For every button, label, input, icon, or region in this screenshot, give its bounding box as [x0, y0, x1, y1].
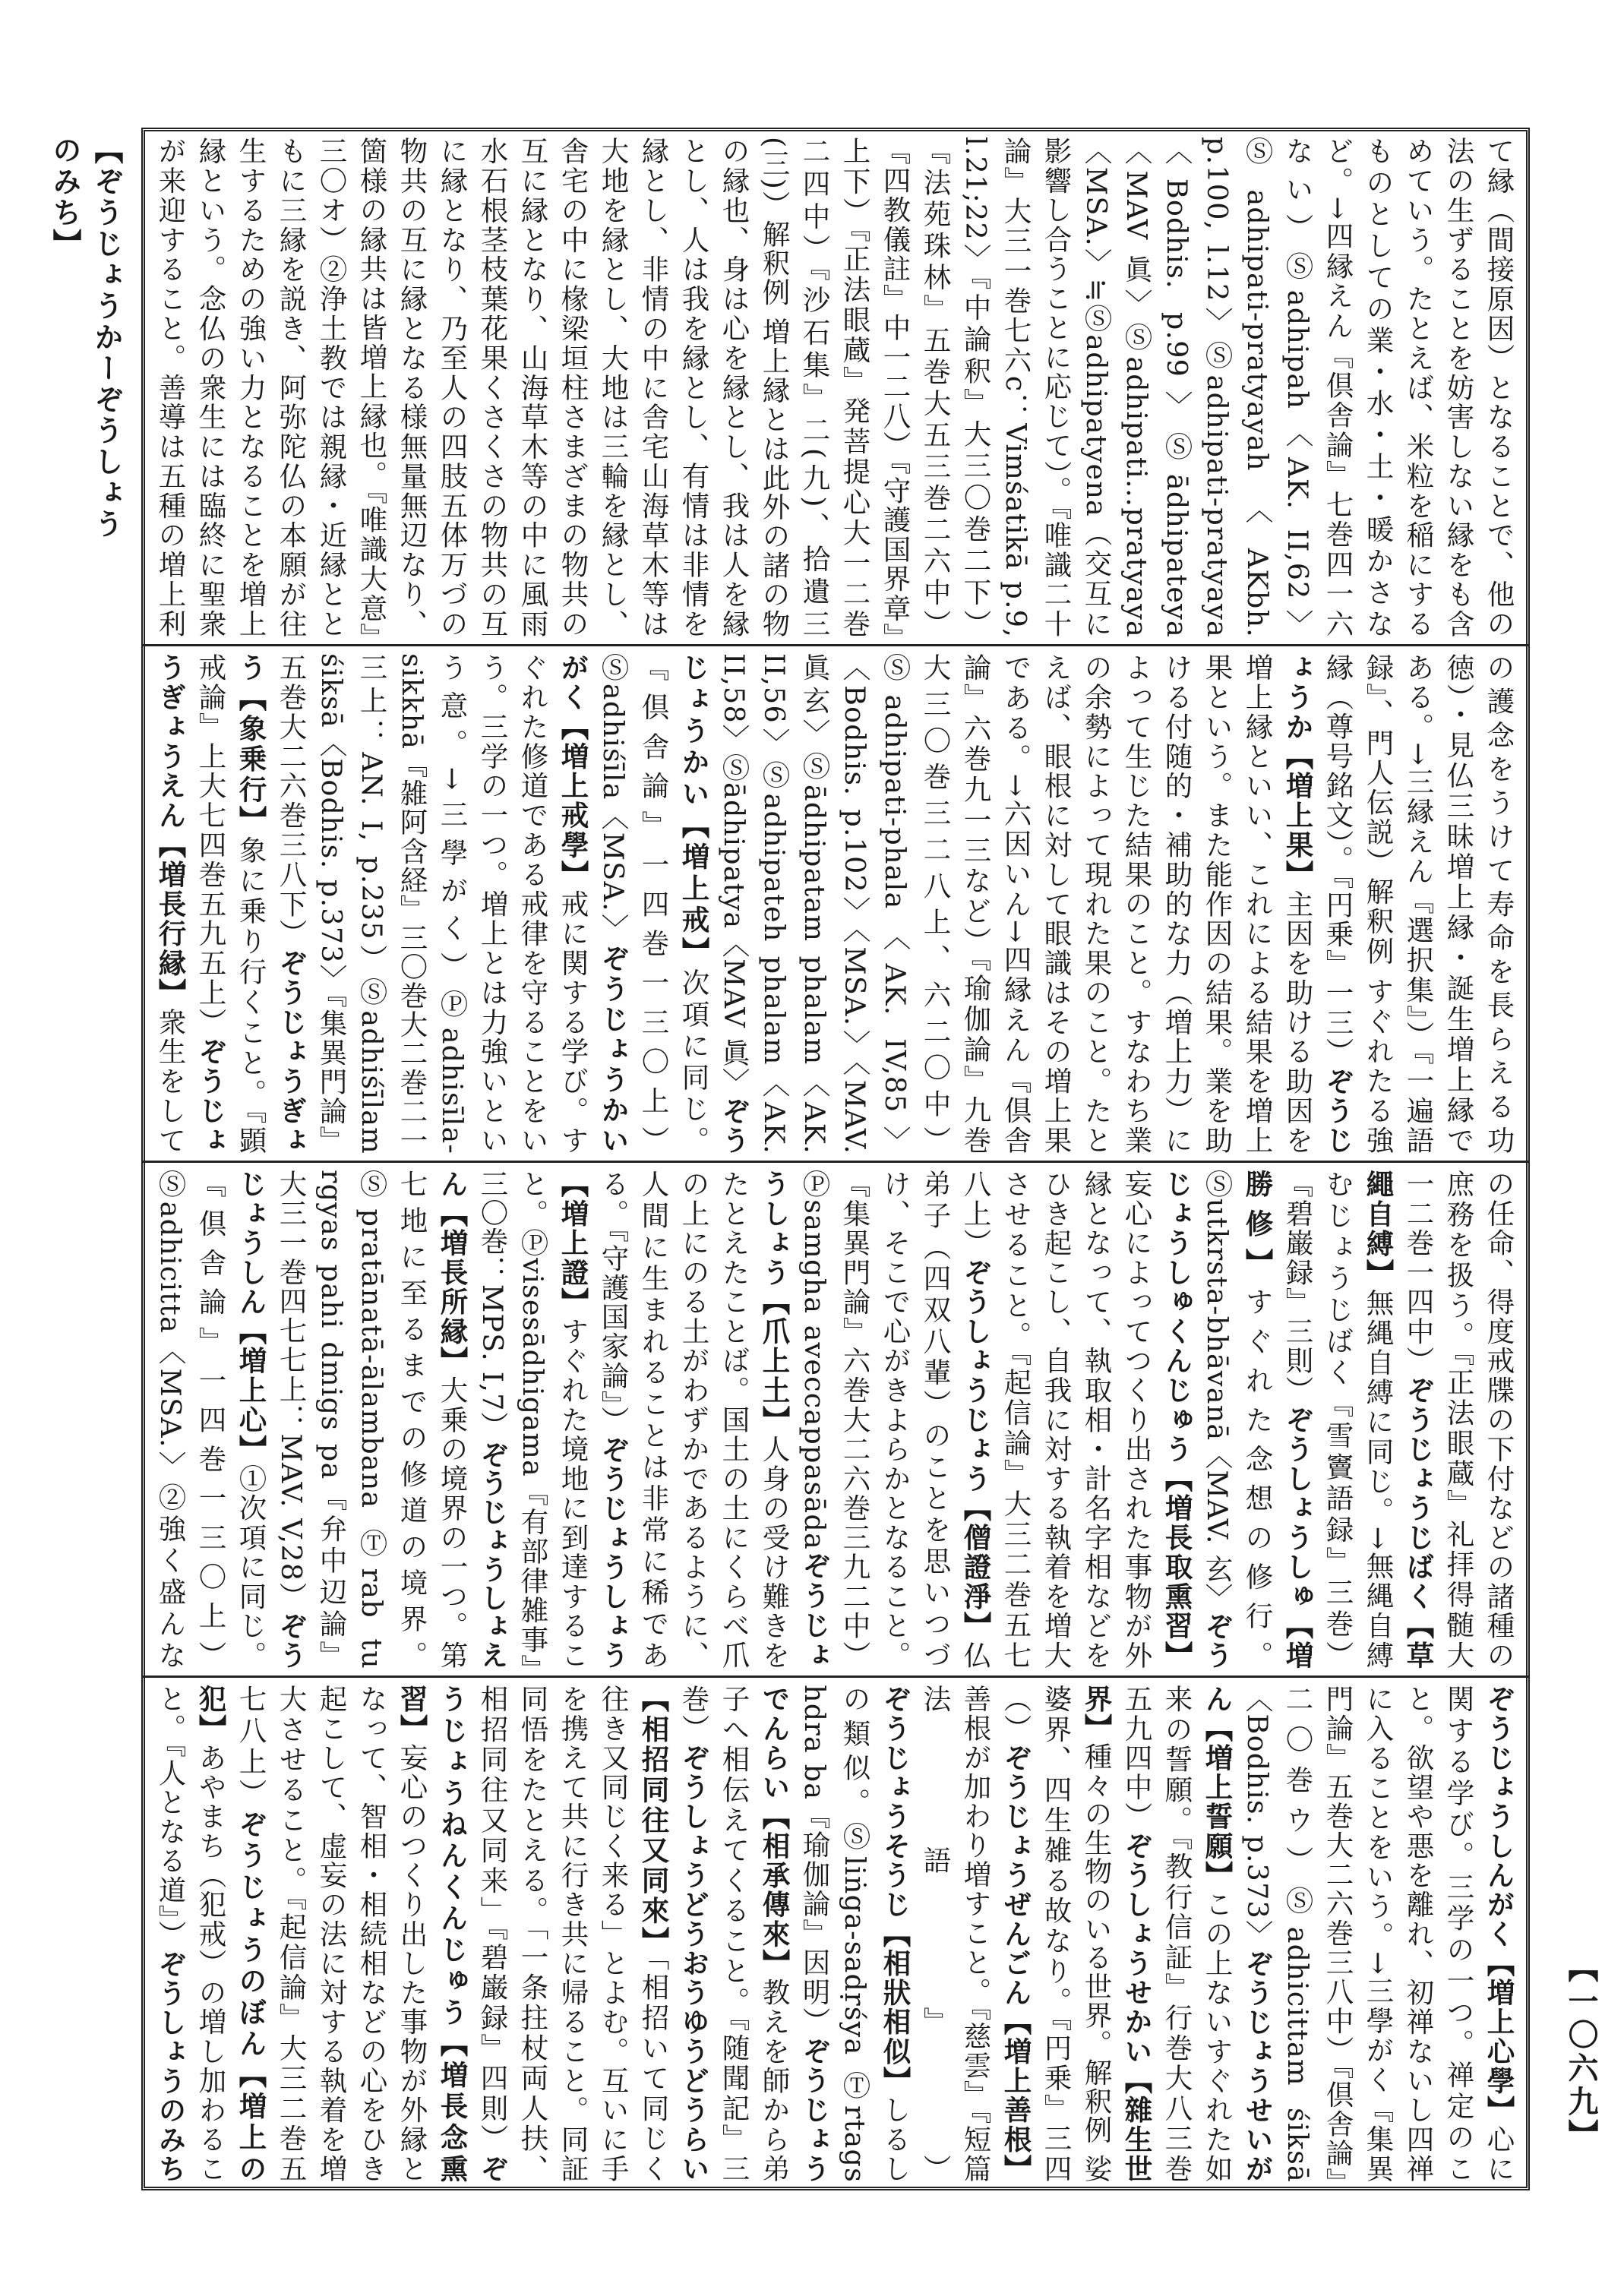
tier-divider: [141, 1675, 1530, 1678]
running-head: 【ぞうじょうかーぞうしょうのみち】: [48, 135, 124, 540]
entry-body: 仏弟子（四双八輩）のことを思いつづけ、そこで心がきよらかとなること。『集異門論』六巻大二六巻三九二中）Ⓟsamgha aveccappasāda: [798, 1170, 992, 1669]
entry-headword: ぞうじょうぜんごん【増上善根】: [1000, 1743, 1032, 2183]
tier-4: [152, 1685, 1519, 2183]
entry-headword: ぞうしょうしゅ【増勝修】: [1241, 1170, 1314, 1669]
entry-headword: ぞうじょうしんがく【増上心學】: [1483, 1685, 1515, 2125]
entry-body: 妄心のつくり出した事物が外縁となって、智相・相続相などの心をひき起こして、虚妄の法に対する執着を増大させること。『起信論』大三二巻五七八上）: [235, 1685, 428, 2183]
entry-headword: ぞうじょうかい【増上戒】: [678, 653, 750, 1154]
entry-body: すぐれた境地に到達すること。Ⓟvisesādhigama『有部律雑事』三〇巻：MPS. I,7）: [476, 1170, 589, 1669]
entry-headword: ぞうじょうしょう【増上證】: [557, 1170, 630, 1669]
dictionary-entry: [597, 1170, 831, 1669]
tier-divider: [141, 1161, 1530, 1163]
entry-body: 人身の受け難きをたとえたことば。国土の土にくらべ爪の上にのる土がわずかであるように、人間に生まれることは非常に稀である。『守護国家論』）: [597, 1170, 791, 1669]
dictionary-entry: [275, 653, 630, 1154]
entry-headword: ぞうしょうどうおうゆうどうらい【相招同往又同來】: [637, 1685, 710, 2183]
entry-headword: ぞうじょうしゅくんじゅう【増長取熏習】: [1161, 1170, 1234, 1669]
dictionary-entry: [235, 1685, 509, 2183]
entry-headword: ぞうじょうねんくんじゅう【増長念熏習】: [396, 1685, 509, 2183]
entry-body: 「相招いて同じく往き又同じく来る」とよむ。互いに手を携えて共に行き共に帰ること。同証同悟をたとえる。「一条拄杖両人扶、相招同往又同来」『碧巌録』四則）: [476, 1685, 670, 2183]
entry-headword: ぞうしょうのみち: [154, 1949, 187, 2183]
entry-headword: ぞうじょうしょう【爪上土】: [758, 1170, 831, 1669]
tier-3: [152, 1170, 1519, 1669]
entry-body: 善根が加わり増すこと。『慈雲』『短篇法語』）: [919, 1685, 992, 2183]
entry-body: の任命、得度戒牒の下付などの諸種の庶務を扱う。『正法眼蔵』礼拝得髄大一二巻一四中）: [1402, 1170, 1515, 1669]
tier-2: [152, 653, 1519, 1154]
entry-body: 次項に同じ。『倶舎論』一四巻一三〇上）Ⓢadhiśīla〈MSA.〉: [597, 653, 710, 1154]
dictionary-entry: [718, 653, 1354, 1154]
entry-body: しるしの類似。Ⓢliṅga-sadṛśya Ⓣrtags hdra ba『瑜伽論』因明）: [798, 1685, 912, 2183]
entry-headword: ぞうじょうぎょう【象乗行】: [235, 653, 308, 1154]
dictionary-entry: [152, 137, 1515, 638]
dictionary-entry: [919, 1685, 1032, 2183]
entry-body: 無縄自縛に同じ。→無縄自縛むじょうじばく『雪竇語録』三巻）『碧巌録』三則）: [1281, 1170, 1395, 1669]
entry-headword: ぞうじょうぎょうえん【増長行縁】: [154, 653, 227, 1154]
entry-body: この上ないすぐれた如来の誓願。『教行信証』行巻大八三巻五九四中）: [1120, 1685, 1234, 2183]
entry-body: て縁（間接原因）となることで、他の法の生ずることを妨害しない縁をも含めていう。たとえば、米粒を稲にするものとしての業・水・土・暖かさなど。→四縁えん『倶舎論』七巻四一六ない）Ⓢadhipah〈AK. II,62〉Ⓢadhipati-pratyayah〈AKbh. p.100, l.12〉Ⓢadhipati-pratyaya〈Bodhis. p.99〉Ⓢādhipateya〈MAV 眞〉Ⓢadhipati…pratyaya〈MSA.〉≒Ⓢadhipatyena（交互に影響し合うことに応じて）。『唯識二十論』大三一巻七六c：Vimśatikā p.9, l.21;22〉『中論釈』大三〇巻二下）『法苑珠林』五巻大五三巻二六中）『四教儀註』中一二八）『守護国界章』上下）『正法眼蔵』発菩提心大一二巻二四中）『沙石集』二(九)、拾遺三(三)）解釈例 増上縁とは此外の諸の物の縁也、身は心を縁とし、我は人を縁とし、人は我を縁とし、有情は非情を縁とし、非情の中に舎宅山海草木等は大地を縁とし、大地は三輪を縁とし、舎宅の中に椽梁垣柱さまざまの物共の互に縁となり、山海草木等の中に風雨水石根茎枝葉花果くさくさの物共の互に縁となり、乃至人の四肢五体万づの物共の互に縁となる様無量無辺なり、箇様の縁共は皆増上縁也。『唯識大意』三〇オ）②浄土教では親縁・近縁とともに三縁を説き、阿弥陀仏の本願が往生するための強い力となることを増上縁という。念仏の衆生には臨終に聖衆が来迎すること。善導は五種の増上利: [154, 137, 1515, 638]
entry-headword: ぞうじょうしん【増上心】: [235, 1170, 308, 1669]
dictionary-entry: [275, 1170, 509, 1669]
entry-body: あやまち（犯戒）の増し加わること。『人となる道』）: [154, 1685, 227, 2183]
entry-body: 教えを師から弟子へ相伝えてくること。『随聞記』三巻）: [678, 1685, 791, 2183]
entry-headword: ぞうじょうでんらい【相承傳來】: [758, 1685, 831, 2183]
entry-body: 象に乗り行くこと。『顕戒論』上大七四巻五九五上）: [194, 653, 267, 1154]
dictionary-entry: [1241, 1685, 1515, 2183]
dictionary-entry: [959, 1170, 1234, 1669]
entry-body: すぐれた念想の修行。Ⓢutkrsta-bhāvanā〈MAV. 玄〉: [1201, 1170, 1274, 1669]
entry-body: 妄心によってつくり出された事物が外縁となって、執取相・計名字相などをひき起こし、自我に対する執着を増大させること。『起信論』大三二巻五七八上）: [959, 1170, 1153, 1669]
tier-divider: [141, 644, 1530, 646]
tier-1: [152, 137, 1519, 638]
entry-body: 戒に関する学び。すぐれた修道である戒律を守ることをいう。三学の一つ。増上とは力強いという意。→三學がく）Ⓟadhisīla-sikkhā『雑阿含経』三〇巻大二巻二一三上：AN. I, p.235）Ⓢadhiśīlam śiksā〈Bodhis. p.373〉『集異門論』五巻大二六巻三八下）: [275, 653, 589, 1154]
entry-headword: ぞうしょうじょう【僧證淨】: [959, 1258, 992, 1641]
entry-body: の護念をうけて寿命を長らえる功徳）・見仏三昧増上縁・誕生増上縁である。→三縁えん『選択集』）『一遍語録』、門人伝説）解釈例 すぐれたる強縁（尊号銘文）。『円乗』一三）: [1322, 653, 1515, 1154]
entry-body: 衆生をして: [154, 1007, 187, 1154]
entry-headword: ぞうじょうしょえん【増長所縁】: [436, 1170, 509, 1669]
entry-headword: ぞうしょうせかい【雜生世界】: [1080, 1685, 1153, 2183]
dictionary-entry: [476, 1685, 710, 2183]
page-number: 【一〇六九】: [1563, 1952, 1599, 2152]
entry-headword: ぞうじょうかいがく【増上戒學】: [557, 653, 630, 1154]
entry-body: 大乗の境界の一つ。第七地に至るまでの修道の境界。Ⓢpratānatā-ālambana Ⓣrab tu rgyas pahi dmigs pa『弁中辺論』大三一巻四七七上：MAV. V,28）: [275, 1170, 469, 1669]
entry-body: 心に関する学び。三学の一つ。禅定のこと。欲望や悪を離れ、初禅ないし四禅に入ることをいう。→三學がく『集異門論』五巻大二六巻三八中）『倶舎論』二〇巻ウ）Ⓢadhicittam śiksā〈Bodhis. p.373〉: [1241, 1685, 1515, 2183]
entry-body: ①次項に同じ。『倶舎論』一四巻一三〇上）Ⓢadhicitta〈MSA.〉②強く盛んな: [154, 1170, 267, 1669]
entry-headword: ぞうじょうか【増上果】: [1281, 653, 1354, 1154]
entry-body: 種々の生物のいる世界。解釈例 娑婆界、四生雑る故なり。『円乗』三四（）: [1000, 1685, 1113, 2183]
entry-headword: ぞうじょうせいがん【増上誓願】: [1201, 1685, 1274, 2183]
entry-headword: ぞうじょうじばく【草繩自縛】: [1362, 1170, 1435, 1669]
entry-body: 主因を助ける助因を増上縁といい、これによる結果を増上果という。また能作因の結果。業を助ける付随的・補助的な力（増上力）によって生じた結果のこと。すなわち業の余勢によって現れた果のこと。たとえば、眼根に対して眼識はその増上果である。→六因いん→四縁えん『倶舎論』六巻九一三など）『瑜伽論』九巻大三〇巻三二八上、六二〇中）Ⓢadhipati-phala〈AK. IV,85〉〈Bodhis. p.102〉〈MSA.〉〈MAV. 眞玄〉Ⓢādhipatam phalam〈AK. II,56〉Ⓢadhipateh phalam〈AK. II,58〉Ⓢādhipatya〈MAV 眞〉: [718, 653, 1314, 1154]
entry-headword: ぞうじょうそうじ【相狀相似】: [879, 1685, 912, 2096]
entry-headword: ぞうじょうのぼん【増上の犯】: [194, 1685, 267, 2183]
